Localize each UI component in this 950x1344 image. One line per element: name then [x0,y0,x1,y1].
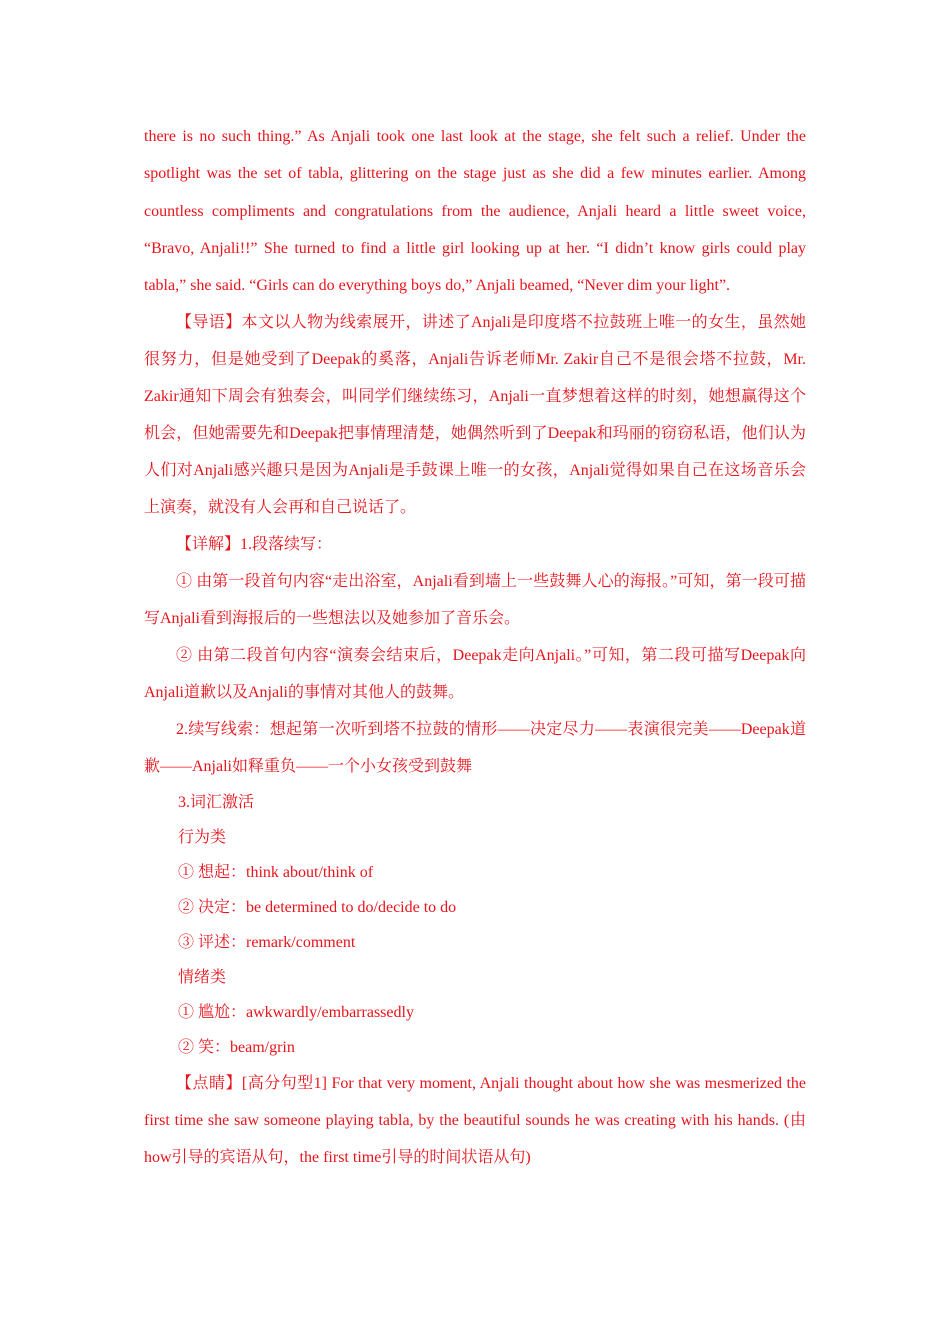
behavior-item-2: ② 决定：be determined to do/decide to do [178,899,457,917]
emotion-item-2: ② 笑：beam/grin [178,1039,295,1057]
paragraph-hint-2: ② 由第二段首句内容“演奏会结束后，Deepak走向Anjali。”可知，第二段可描写Deepak向Anjali道歉以及Anjali的事情对其他人的鼓舞。 [144,647,806,702]
behavior-item-1: ① 想起：think about/think of [178,864,374,882]
vocab-heading: 3.词汇激活 [178,794,255,812]
paragraph-hint-1: ① 由第一段首句内容“走出浴室，Anjali看到墙上一些鼓舞人心的海报。”可知，第一段可描写Anjali看到海报后的一些想法以及她参加了音乐会。 [144,573,806,628]
emotion-item-1: ① 尴尬：awkwardly/embarrassedly [178,1004,414,1022]
behavior-item-3: ③ 评述：remark/comment [178,934,356,952]
story-ending-paragraph: there is no such thing.” As Anjali took one last look at the stage, she felt such a relief. Under the spotlight was the set of tabla, glittering on the stage just as she did a few minutes earlier. Among countless compliments and congratulations from the audience, Anjali heard a little sweet voice, “Bravo, Anjali!!” She turned to find a little girl looking up at her. “I didn’t know girls could play tabla,” she said. “Girls can do everything boys do,” Anjali beamed, “Never dim your light”. [144,128,806,295]
document-body [144,118,806,1176]
guide-paragraph: 【导语】本文以人物为线索展开，讲述了Anjali是印度塔不拉鼓班上唯一的女生，虽然她很努力，但是她受到了Deepak的奚落，Anjali告诉老师Mr. Zakir自己不是很会塔不拉鼓，Mr. Zakir通知下周会有独奏会，叫同学们继续练习，Anjali一直梦想着这样的时刻，她想赢得这个机会，但她需要先和Deepak把事情理清楚，她偶然听到了Deepak和玛丽的窃窃私语，他们认为人们对Anjali感兴趣只是因为Anjali是手鼓课上唯一的女孩，Anjali觉得如果自己在这场音乐会上演奏，就没有人会再和自己说话了。 [144,314,806,517]
details-heading: 【详解】1.段落续写： [176,536,333,554]
highlight-paragraph: 【点睛】[高分句型1] For that very moment, Anjali thought about how she was mesmerized the first time she saw someone playing tabla, by the beautiful sounds he was creating with his hands. (由how引导的宾语从句，the first time引导的时间状语从句) [144,1075,806,1167]
writing-clues: 2.续写线索：想起第一次听到塔不拉鼓的情形——决定尽力——表演很完美——Deepak道歉——Anjali如释重负——一个小女孩受到鼓舞 [144,721,806,776]
behavior-category-heading: 行为类 [178,829,227,847]
emotion-category-heading: 情绪类 [178,969,227,987]
